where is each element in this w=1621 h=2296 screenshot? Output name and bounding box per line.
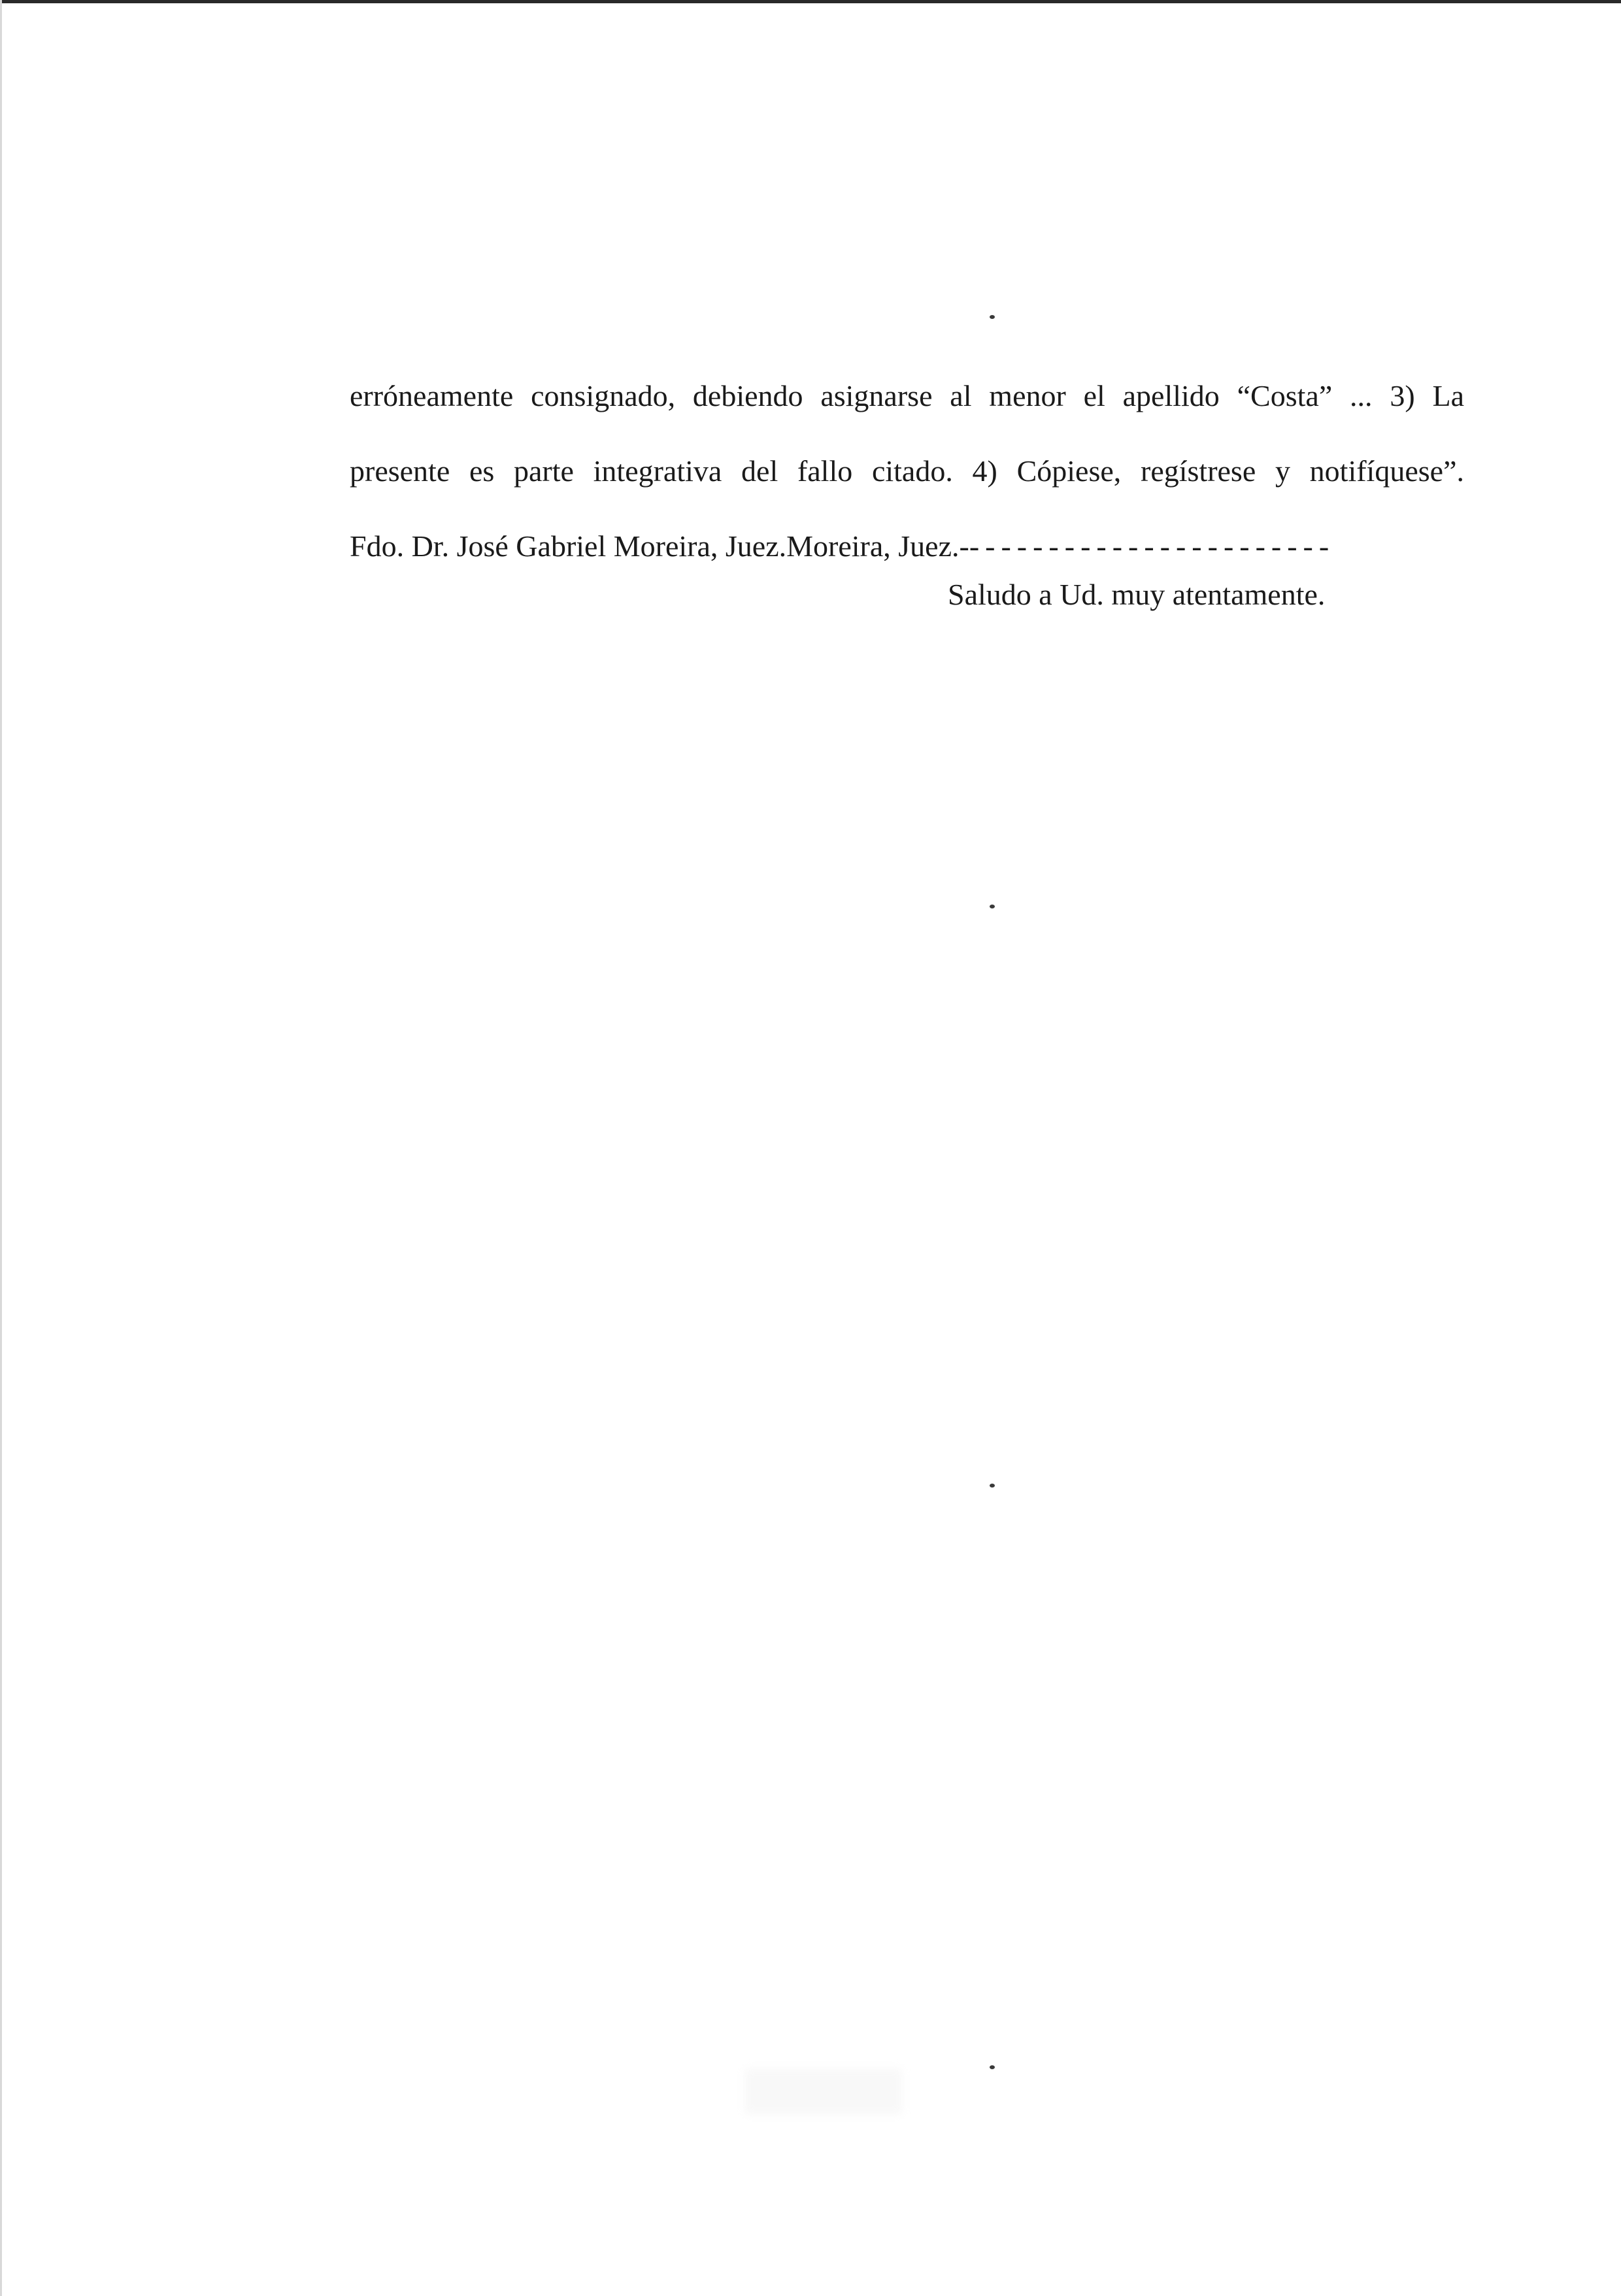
body-line-2: presente es parte integrativa del fallo citado. 4) Cópiese, regístrese y notifíquese”. xyxy=(350,454,1464,488)
scan-speck xyxy=(990,1484,995,1488)
document-body xyxy=(350,358,1464,584)
scan-top-edge xyxy=(0,0,1621,3)
closing-salutation: Saludo a Ud. muy atentamente. xyxy=(948,578,1326,611)
scan-left-edge xyxy=(0,0,2,2296)
dash-fill: ----------------------- xyxy=(969,529,1335,563)
body-line-3 xyxy=(350,508,1464,584)
body-line-1: erróneamente consignado, debiendo asignarse al menor el apellido “Costa” ... 3) La xyxy=(350,379,1464,412)
scan-speck xyxy=(990,2065,995,2069)
scan-speck xyxy=(990,315,995,319)
faint-stamp-smudge xyxy=(745,2069,902,2114)
signature-line-text: Fdo. Dr. José Gabriel Moreira, Juez.Moreira, Juez.- xyxy=(350,529,969,563)
scan-speck xyxy=(990,905,995,908)
